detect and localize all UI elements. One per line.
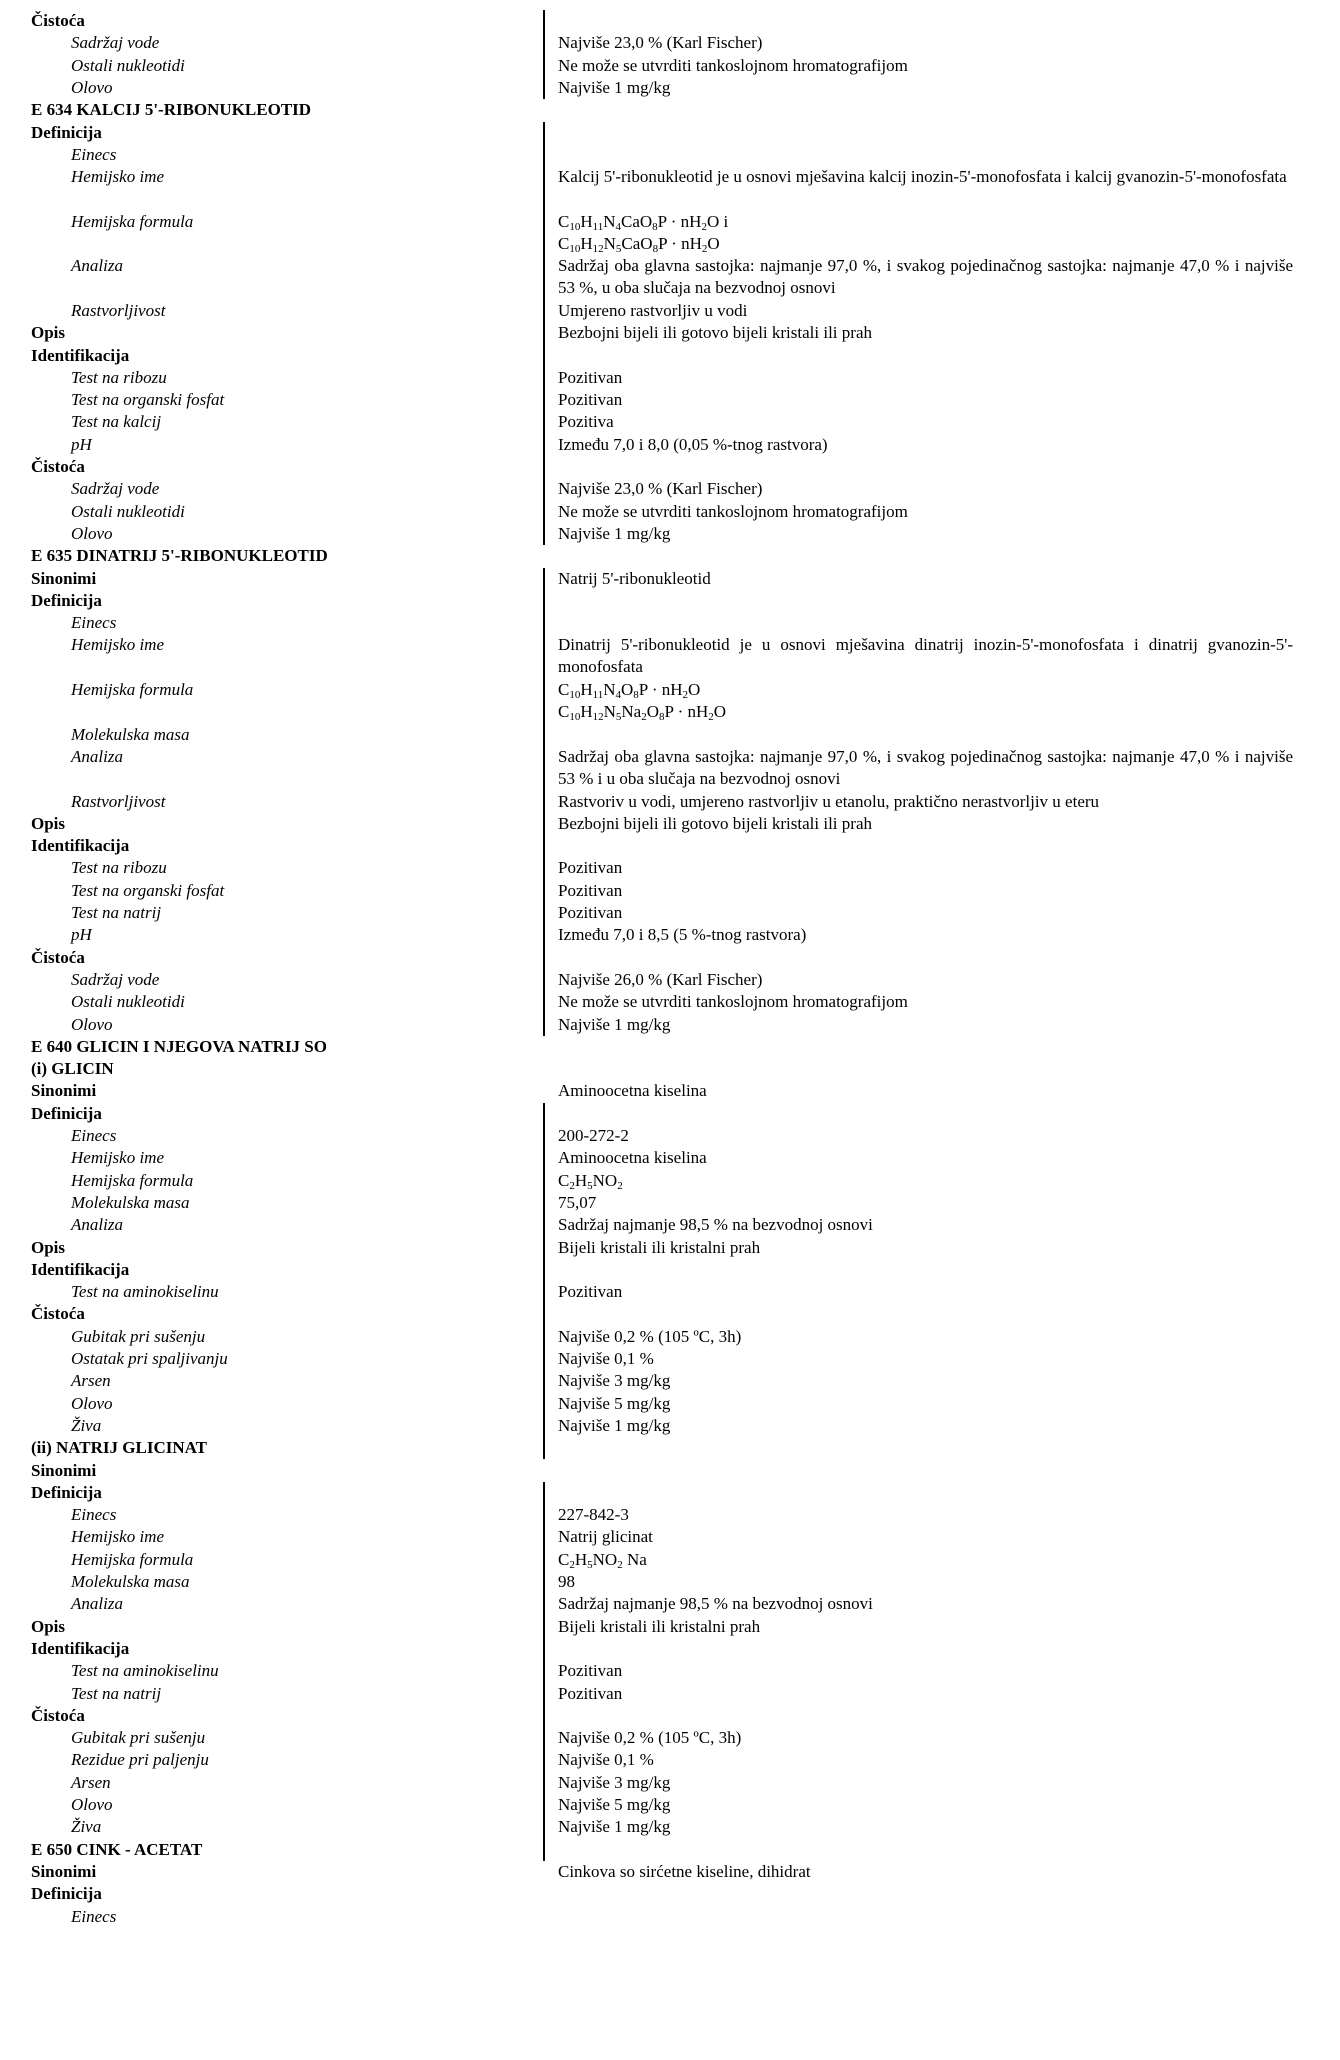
field-label: Test na organski fosfat <box>71 390 225 410</box>
spec-row <box>0 1504 1340 1526</box>
spec-row <box>0 724 1340 746</box>
section-heading: Identifikacija <box>31 836 130 856</box>
field-label: Olovo <box>71 1795 113 1814</box>
spec-row <box>0 1080 1340 1102</box>
spec-row <box>0 1660 1340 1682</box>
spec-row <box>0 1170 1340 1192</box>
field-value: Umjereno rastvorljiv u vodi <box>558 300 748 320</box>
spec-row <box>0 389 1340 411</box>
field-value: Najviše 1 mg/kg <box>558 523 671 543</box>
spec-row <box>0 880 1340 902</box>
spec-row <box>0 1638 1340 1660</box>
field-value: Najviše 0,2 % (105 ºC, 3h) <box>558 1728 742 1748</box>
spec-row <box>0 1393 1340 1415</box>
field-label: Olovo <box>71 523 113 543</box>
spec-row <box>0 1749 1340 1771</box>
field-value: Pozitivan <box>558 390 623 410</box>
spec-row <box>0 1125 1340 1147</box>
field-label: Test na natrij <box>71 903 162 922</box>
field-value: Najviše 0,1 % <box>558 1349 654 1368</box>
field-label: Sadržaj vode <box>71 33 160 53</box>
field-value: Najviše 1 mg/kg <box>558 1415 671 1435</box>
section-heading: Opis <box>31 813 66 833</box>
spec-row <box>0 679 1340 701</box>
field-label: Test na ribozu <box>71 858 167 878</box>
spec-row <box>0 1906 1340 1928</box>
field-label: Rastvorljivost <box>71 300 166 320</box>
spec-row <box>0 1036 1340 1058</box>
field-label: Molekulska masa <box>71 1192 190 1212</box>
field-value: Najviše 1 mg/kg <box>558 1817 671 1837</box>
field-label: Arsen <box>71 1772 111 1792</box>
field-value: Pozitivan <box>558 1282 623 1302</box>
field-value: Pozitivan <box>558 903 623 922</box>
column-divider <box>543 1103 545 1460</box>
spec-row <box>0 969 1340 991</box>
spec-row <box>0 991 1340 1013</box>
section-heading: Čistoća <box>31 1705 85 1725</box>
spec-row <box>0 1526 1340 1548</box>
field-value: Između 7,0 i 8,5 (5 %-tnog rastvora) <box>558 925 807 945</box>
field-value: Bezbojni bijeli ili gotovo bijeli kristali ili prah <box>558 323 872 343</box>
column-divider <box>543 568 545 1036</box>
section-heading: Definicija <box>31 122 102 142</box>
spec-row <box>0 55 1340 77</box>
spec-row <box>0 634 1340 679</box>
field-value: 200-272-2 <box>558 1126 629 1145</box>
field-label: Einecs <box>71 613 117 633</box>
field-label: Hemijska formula <box>71 1170 194 1190</box>
field-value: Najviše 3 mg/kg <box>558 1371 671 1391</box>
field-label: Einecs <box>71 144 117 164</box>
field-label: Arsen <box>71 1371 111 1391</box>
spec-row <box>0 300 1340 322</box>
column-divider <box>543 10 545 99</box>
spec-row <box>0 1303 1340 1325</box>
spec-row <box>0 10 1340 32</box>
field-value: 75,07 <box>558 1192 597 1212</box>
field-value: Pozitivan <box>558 1683 623 1703</box>
field-label: Olovo <box>71 1014 113 1034</box>
field-label: Gubitak pri sušenju <box>71 1728 206 1748</box>
spec-row <box>0 545 1340 567</box>
section-heading: Sinonimi <box>31 568 97 588</box>
field-value: Sadržaj najmanje 98,5 % na bezvodnoj osnovi <box>558 1215 873 1235</box>
field-label: Hemijska formula <box>71 680 194 699</box>
spec-row <box>0 1103 1340 1125</box>
field-label: Test na ribozu <box>71 367 167 387</box>
field-label: Živa <box>71 1817 102 1837</box>
field-value: Najviše 1 mg/kg <box>558 77 671 97</box>
spec-row <box>0 1460 1340 1482</box>
field-label: Živa <box>71 1415 102 1435</box>
spec-row <box>0 1705 1340 1727</box>
field-label: Molekulska masa <box>71 724 190 744</box>
spec-row <box>0 1415 1340 1437</box>
field-value: Sadržaj najmanje 98,5 % na bezvodnoj osnovi <box>558 1594 873 1614</box>
spec-row <box>0 1839 1340 1861</box>
spec-row <box>0 1549 1340 1571</box>
spec-row <box>0 456 1340 478</box>
spec-row <box>0 99 1340 121</box>
field-value: Pozitivan <box>558 880 623 900</box>
field-label: Hemijsko ime <box>71 1148 165 1168</box>
section-heading: E 640 GLICIN I NJEGOVA NATRIJ SO <box>31 1036 327 1056</box>
spec-row <box>0 924 1340 946</box>
field-value: Najviše 3 mg/kg <box>558 1772 671 1792</box>
field-label: Analiza <box>71 746 123 766</box>
field-label: Analiza <box>71 1594 123 1614</box>
spec-row <box>0 1014 1340 1036</box>
field-value: $C_{10}H_{11}N_4CaO_8P \cdot nH_2O$ i <box>558 211 729 233</box>
section-heading: Čistoća <box>31 947 85 967</box>
section-heading: Identifikacija <box>31 1259 130 1279</box>
spec-row <box>0 857 1340 879</box>
section-heading: Čistoća <box>31 11 85 30</box>
spec-row <box>0 233 1340 255</box>
field-label: Analiza <box>71 256 123 276</box>
field-label: Ostali nukleotidi <box>71 501 185 521</box>
section-heading: Identifikacija <box>31 1638 130 1658</box>
field-label: Molekulska masa <box>71 1572 190 1591</box>
field-value: Između 7,0 i 8,0 (0,05 %-tnog rastvora) <box>558 434 828 454</box>
spec-row <box>0 1772 1340 1794</box>
spec-row <box>0 211 1340 233</box>
field-label: Sadržaj vode <box>71 479 160 499</box>
spec-row <box>0 144 1340 166</box>
spec-row <box>0 77 1340 99</box>
field-label: Einecs <box>71 1505 117 1525</box>
field-label: Rastvorljivost <box>71 791 166 811</box>
spec-row <box>0 255 1340 300</box>
column-divider <box>543 1482 545 1861</box>
column-divider <box>543 122 545 546</box>
spec-row <box>0 701 1340 723</box>
spec-row <box>0 612 1340 634</box>
spec-row <box>0 1482 1340 1504</box>
spec-row <box>0 1616 1340 1638</box>
field-value: Kalcij 5'-ribonukleotid je u osnovi mješavina kalcij inozin-5'-monofosfata i kalcij gvanozin-5'-monofosfata <box>558 167 1287 187</box>
section-heading: Sinonimi <box>31 1861 97 1881</box>
field-label: Sadržaj vode <box>71 969 160 989</box>
field-label: Olovo <box>71 77 113 97</box>
spec-row <box>0 1192 1340 1214</box>
section-heading: Definicija <box>31 1884 102 1904</box>
field-value: Ne može se utvrditi tankoslojnom hromatografijom <box>558 992 908 1012</box>
field-label: Test na aminokiselinu <box>71 1661 219 1681</box>
spec-row <box>0 478 1340 500</box>
spec-row <box>0 1237 1340 1259</box>
field-value: Natrij 5'-ribonukleotid <box>558 568 711 588</box>
section-heading: Definicija <box>31 590 102 610</box>
field-value: Najviše 26,0 % (Karl Fischer) <box>558 969 763 989</box>
field-label: Ostali nukleotidi <box>71 992 185 1012</box>
section-heading: Čistoća <box>31 457 85 476</box>
field-value: Pozitivan <box>558 858 623 878</box>
spec-row <box>0 1281 1340 1303</box>
spec-row <box>0 1794 1340 1816</box>
spec-row <box>0 791 1340 813</box>
field-label: Hemijsko ime <box>71 1527 165 1547</box>
field-label: Einecs <box>71 1906 117 1926</box>
spec-row <box>0 523 1340 545</box>
spec-row <box>0 1348 1340 1370</box>
field-value: Ne može se utvrditi tankoslojnom hromatografijom <box>558 501 908 521</box>
section-heading: Definicija <box>31 1482 102 1502</box>
spec-row <box>0 1883 1340 1905</box>
field-value: Dinatrij 5'-ribonukleotid je u osnovi mješavina dinatrij inozin-5'-monofosfata i dinatrij gvanozin-5'-monofosfata <box>558 635 1293 677</box>
section-heading: Opis <box>31 323 66 343</box>
section-heading: Definicija <box>31 1103 102 1123</box>
field-value: $C_2H_5NO_2$ <box>558 1170 623 1192</box>
spec-row <box>0 1683 1340 1705</box>
spec-row <box>0 590 1340 612</box>
spec-row <box>0 411 1340 433</box>
field-label: Hemijska formula <box>71 211 194 231</box>
field-value: Sadržaj oba glavna sastojka: najmanje 97,0 %, i svakog pojedinačnog sastojka: najmanje 47,0 % i najviše 53 % i u oba slučaja na bezvodnoj osnovi <box>558 746 1293 788</box>
spec-row <box>0 322 1340 344</box>
field-label: Test na organski fosfat <box>71 880 225 900</box>
spec-row <box>0 1326 1340 1348</box>
spec-row <box>0 367 1340 389</box>
field-value: Najviše 5 mg/kg <box>558 1393 671 1413</box>
spec-row <box>0 568 1340 590</box>
field-value: Pozitivan <box>558 367 623 387</box>
section-heading: E 634 KALCIJ 5'-RIBONUKLEOTID <box>31 100 312 120</box>
spec-row <box>0 1861 1340 1883</box>
spec-row <box>0 1259 1340 1281</box>
spec-row <box>0 1214 1340 1236</box>
section-heading: E 650 CINK - ACETAT <box>31 1839 203 1859</box>
field-value: Rastvoriv u vodi, umjereno rastvorljiv u etanolu, praktično nerastvorljiv u eteru <box>558 791 1100 811</box>
spec-row <box>0 1370 1340 1392</box>
field-value: Najviše 0,2 % (105 ºC, 3h) <box>558 1326 742 1346</box>
section-heading: (i) GLICIN <box>31 1059 114 1079</box>
field-value: Najviše 0,1 % <box>558 1750 654 1770</box>
field-label: Hemijska formula <box>71 1549 194 1569</box>
field-value: 227-842-3 <box>558 1505 629 1525</box>
spec-row <box>0 166 1340 211</box>
field-value: Bijeli kristali ili kristalni prah <box>558 1616 761 1636</box>
spec-row <box>0 434 1340 456</box>
spec-row <box>0 122 1340 144</box>
section-heading: Opis <box>31 1616 66 1636</box>
spec-row <box>0 1727 1340 1749</box>
section-heading: E 635 DINATRIJ 5'-RIBONUKLEOTID <box>31 546 328 566</box>
field-label: Hemijsko ime <box>71 635 165 655</box>
section-heading: (ii) NATRIJ GLICINAT <box>31 1438 207 1458</box>
spec-row <box>0 32 1340 54</box>
field-value: Najviše 5 mg/kg <box>558 1795 671 1814</box>
field-label: Ostatak pri spaljivanju <box>71 1349 228 1368</box>
field-value: Ne može se utvrditi tankoslojnom hromatografijom <box>558 55 908 75</box>
field-value: Bezbojni bijeli ili gotovo bijeli kristali ili prah <box>558 813 872 833</box>
field-label: pH <box>71 925 92 945</box>
section-heading: Čistoća <box>31 1304 85 1324</box>
field-value: $C_{10}H_{12}N_5Na_2O_8P \cdot nH_2O$ <box>558 702 727 724</box>
field-value: Sadržaj oba glavna sastojka: najmanje 97,0 %, i svakog pojedinačnog sastojka: najmanje 47,0 % i najviše 53 %, u oba slučaja na bezvodnoj osnovi <box>558 256 1293 298</box>
field-label: Test na kalcij <box>71 412 162 432</box>
section-heading: Sinonimi <box>31 1460 97 1480</box>
field-label: Ostali nukleotidi <box>71 55 185 75</box>
field-value: Aminoocetna kiselina <box>558 1081 707 1101</box>
field-value: Najviše 1 mg/kg <box>558 1014 671 1034</box>
field-label: Rezidue pri paljenju <box>71 1750 209 1770</box>
field-label: Hemijsko ime <box>71 167 165 187</box>
field-label: Einecs <box>71 1126 117 1145</box>
field-value: Natrij glicinat <box>558 1527 653 1547</box>
spec-row <box>0 501 1340 523</box>
field-value: $C_{10}H_{12}N_5CaO_8P \cdot nH_2O$ <box>558 234 720 255</box>
field-value: Pozitivan <box>558 1661 623 1681</box>
field-value: $C_{10}H_{11}N_4O_8P \cdot nH_2O$ <box>558 680 701 701</box>
spec-row <box>0 835 1340 857</box>
section-heading: Sinonimi <box>31 1081 97 1101</box>
field-value: Pozitiva <box>558 412 614 432</box>
field-value: 98 <box>558 1572 575 1591</box>
field-label: Test na aminokiselinu <box>71 1282 219 1302</box>
spec-row <box>0 1147 1340 1169</box>
section-heading: Opis <box>31 1237 66 1257</box>
spec-row <box>0 813 1340 835</box>
spec-row <box>0 902 1340 924</box>
spec-row <box>0 1437 1340 1459</box>
spec-row <box>0 947 1340 969</box>
field-value: Najviše 23,0 % (Karl Fischer) <box>558 479 763 499</box>
field-value: $C_2H_5NO_2$ Na <box>558 1549 647 1571</box>
section-heading: Identifikacija <box>31 345 130 365</box>
spec-row <box>0 1593 1340 1615</box>
spec-row <box>0 746 1340 791</box>
field-label: Test na natrij <box>71 1683 162 1703</box>
field-value: Najviše 23,0 % (Karl Fischer) <box>558 33 763 53</box>
spec-row <box>0 1816 1340 1838</box>
field-value: Aminoocetna kiselina <box>558 1148 707 1168</box>
field-label: Olovo <box>71 1393 113 1413</box>
spec-row <box>0 1571 1340 1593</box>
field-label: pH <box>71 434 92 454</box>
field-value: Cinkova so sirćetne kiseline, dihidrat <box>558 1861 811 1881</box>
field-value: Bijeli kristali ili kristalni prah <box>558 1237 761 1257</box>
field-label: Analiza <box>71 1215 123 1235</box>
field-label: Gubitak pri sušenju <box>71 1326 206 1346</box>
spec-row <box>0 1058 1340 1080</box>
spec-row <box>0 345 1340 367</box>
